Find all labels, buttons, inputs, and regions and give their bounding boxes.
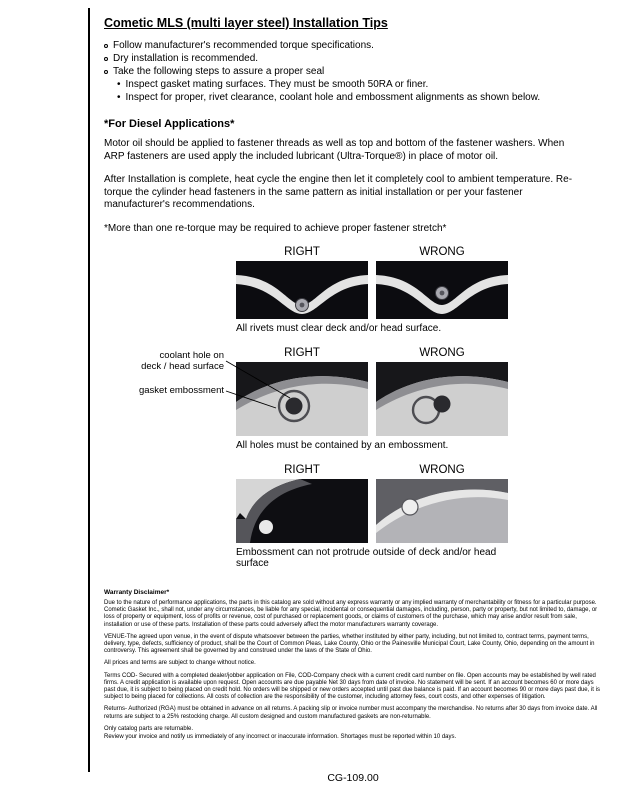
- tips-list: [104, 39, 602, 104]
- wrong-label: WRONG: [419, 246, 465, 258]
- diesel-paragraph-1: Motor oil should be applied to fastener threads as well as top and bottom of the fastener washers. When ARP fasteners are used apply the included lubricant (Ultra-Torque®) in place of motor oil.: [104, 138, 565, 162]
- rivet-wrong-figure: [376, 261, 508, 319]
- page-number: CG-109.00: [327, 772, 379, 784]
- disclaimer-paragraph: Due to the nature of performance applications, the parts in this catalog are sold without any express warranty or any implied warranty of merchantability or fitness for a particular purpose. Cometic Gasket Inc., shall not, under any circumstances, be liable for any special, incidental or consequential damages, including, person, party or property, but not limited to, damage, or loss of property or equipment, loss of profits or revenue, cost of purchased or replacement goods, or claims of customers of the purchase, which may arise and/or result from sale, installation or use of these parts. Installation of these parts could adversely affect the motor manufacturers warranty coverage.: [104, 600, 598, 628]
- disclaimer-heading: Warranty Disclaimer*: [104, 589, 170, 596]
- warranty-disclaimer: [104, 589, 602, 741]
- protrusion-wrong-figure: [376, 479, 508, 543]
- right-label: RIGHT: [284, 246, 320, 258]
- right-label: RIGHT: [284, 464, 320, 476]
- figure-panels: [236, 362, 602, 436]
- embossment-right-figure: [236, 362, 368, 436]
- figure-row-protrusion: [104, 463, 602, 569]
- list-item: [104, 65, 602, 78]
- wrong-label: WRONG: [419, 347, 465, 359]
- figure-caption: All holes must be contained by an embossment.: [236, 440, 449, 451]
- list-item: [117, 91, 602, 104]
- tip-text: Dry installation is recommended.: [113, 53, 259, 64]
- right-label: RIGHT: [284, 347, 320, 359]
- figure-row-holes: [104, 346, 602, 451]
- gasket-embossment-annotation: gasket embossment: [138, 385, 224, 396]
- wrong-label: WRONG: [419, 464, 465, 476]
- dot-bullet-icon: •: [117, 92, 121, 103]
- figure-labels: [236, 463, 602, 478]
- figure-panels: [236, 479, 602, 543]
- protrusion-right-figure: [236, 479, 368, 543]
- diesel-heading: *For Diesel Applications*: [104, 118, 235, 130]
- figure-caption: Embossment can not protrude outside of deck and/or head surface: [236, 547, 497, 569]
- retorque-note: *More than one re-torque may be required to achieve proper fastener stretch*: [104, 222, 447, 234]
- diesel-paragraph-2: After Installation is complete, heat cycle the engine then let it completely cool to ambient temperature. Re-torque the cylinder head fasteners in the same pattern as initial installation or per your fastener manufacturer's recommendations.: [104, 174, 573, 210]
- figure-labels: [236, 245, 602, 260]
- page-content: [104, 16, 602, 746]
- tip-text: Inspect gasket mating surfaces. They must be smooth 50RA or finer.: [125, 79, 429, 90]
- circle-bullet-icon: [104, 70, 108, 74]
- sub-tips-list: [117, 78, 602, 104]
- circle-bullet-icon: [104, 44, 108, 48]
- disclaimer-paragraph: VENUE-The agreed upon venue, in the event of dispute whatsoever between the parties, whether instituted by either party, including, but not limited to, contract terms, payment terms, delivery, type, defects, sufficiency of product, shall be the Court of Common Pleas, Lake County, Ohio or the Painesville Municipal Court, Lake County, Ohio, depending on the amount in controversy. This agreement shall be governed by and construed under the laws of the State of Ohio.: [104, 633, 595, 655]
- tip-text: Inspect for proper, rivet clearance, coolant hole and embossment alignments as shown below.: [125, 92, 541, 103]
- figures-section: [104, 245, 602, 569]
- left-margin-rule: [88, 8, 90, 772]
- list-item: [117, 78, 602, 91]
- tip-text: Take the following steps to assure a proper seal: [113, 66, 325, 77]
- coolant-hole-annotation: coolant hole on deck / head surface: [141, 350, 224, 372]
- figure-labels: [236, 346, 602, 361]
- tip-text: Follow manufacturer's recommended torque specifications.: [113, 40, 374, 51]
- embossment-wrong-figure: [376, 362, 508, 436]
- figure-caption: All rivets must clear deck and/or head surface.: [236, 323, 442, 334]
- circle-bullet-icon: [104, 57, 108, 61]
- disclaimer-paragraph: Terms COD- Secured with a completed dealer/jobber application on File, COD-Company check with a current credit card number on file. Open accounts may be established by well rated firms. A credit application is available upon request. Open accounts are due payable Net 30 days from date of invoice. No statement will be sent. If an account becomes 60 or more days past due, it is subject to being placed on credit hold. No orders will be shipped or new orders accepted until past due balance is paid. If an account becomes 90 or more days past due, it is subject to being placed for collections. All costs of collection are the responsibility of the customer, including attorney fees, court costs, and other expenses of litigation.: [104, 672, 600, 701]
- disclaimer-paragraph: Review your invoice and notify us immediately of any incorrect or inaccurate information. Shortages must be reported within 10 days.: [104, 734, 457, 741]
- disclaimer-paragraph: Only catalog parts are returnable.: [104, 725, 194, 732]
- page-title: Cometic MLS (multi layer steel) Installation Tips: [104, 16, 388, 30]
- rivet-right-figure: [236, 261, 368, 319]
- disclaimer-paragraph: All prices and terms are subject to change without notice.: [104, 660, 256, 667]
- disclaimer-paragraph: Returns- Authorized (RGA) must be obtained in advance on all returns. A packing slip or invoice number must accompany the merchandise. No returns after 30 days from invoice date. All returns are subject to a 25% restocking charge. All custom designed and custom manufactured gaskets are non-returnable.: [104, 706, 598, 720]
- figure-panels: [236, 261, 602, 319]
- figure-row-rivets: [104, 245, 602, 334]
- list-item: [104, 39, 602, 52]
- dot-bullet-icon: •: [117, 79, 121, 90]
- list-item: [104, 52, 602, 65]
